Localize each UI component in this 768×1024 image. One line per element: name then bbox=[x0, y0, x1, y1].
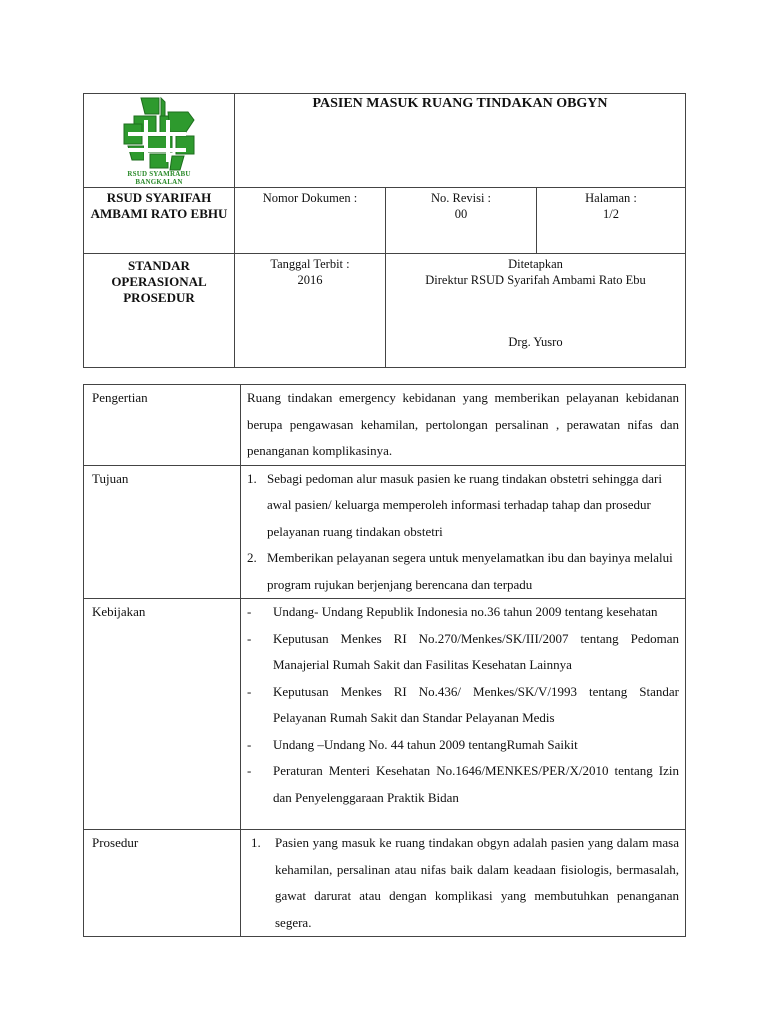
page-label: Halaman : bbox=[585, 191, 637, 205]
approved-by: Direktur RSUD Syarifah Ambami Rato Ebu bbox=[425, 273, 646, 287]
revision-value: 00 bbox=[454, 207, 468, 221]
prosedur-label: Prosedur bbox=[84, 830, 241, 937]
list-item: 1. Sebagi pedoman alur masuk pasien ke ruang tindakan obstetri sehingga dari awal pasien/ keluarga memperoleh informasi terhadap tahap dan prosedur pelayanan ruang tindakan obstetri bbox=[247, 470, 662, 539]
list-item: - Undang- Undang Republik Indonesia no.36 tahun 2009 tentang kesehatan bbox=[247, 604, 658, 619]
sop-body-table bbox=[83, 384, 686, 937]
sop-label: STANDAR OPERASIONAL PROSEDUR bbox=[84, 254, 235, 368]
revision-label: No. Revisi : bbox=[430, 191, 492, 205]
issue-date-label: Tanggal Terbit : bbox=[270, 257, 350, 271]
pengertian-text: Ruang tindakan emergency kebidanan yang memberikan pelayanan kebidanan berupa pengawasan kehamilan, pertolongan persalinan , perawatan nifas dan penanganan komplikasinya. bbox=[241, 385, 686, 466]
list-item: - Keputusan Menkes RI No.436/ Menkes/SK/V/1993 tentang Standar Pelayanan Rumah Sakit dan Standar Pelayanan Medis bbox=[247, 683, 679, 725]
logo-caption-line2: BANGKALAN bbox=[135, 178, 183, 186]
approved-label: Ditetapkan bbox=[508, 257, 563, 271]
logo-caption-line1: RSUD SYAMRABU bbox=[127, 170, 191, 178]
doc-number-label: Nomor Dokumen : bbox=[235, 188, 386, 254]
document-title: PASIEN MASUK RUANG TINDAKAN OBGYN bbox=[235, 94, 686, 188]
tujuan-list bbox=[241, 465, 686, 599]
approval-cell bbox=[386, 254, 686, 368]
kebijakan-label: Kebijakan bbox=[84, 599, 241, 830]
list-item: 2. Memberikan pelayanan segera untuk menyelamatkan ibu dan bayinya melalui program rujukan berjenjang berencana dan terpadu bbox=[247, 550, 673, 592]
logo-cell bbox=[84, 94, 235, 188]
issue-date-value: 2016 bbox=[297, 273, 323, 287]
hospital-name: RSUD SYARIFAH AMBAMI RATO EBHU bbox=[84, 188, 235, 254]
tujuan-label: Tujuan bbox=[84, 465, 241, 599]
pengertian-label: Pengertian bbox=[84, 385, 241, 466]
issue-date-cell bbox=[235, 254, 386, 368]
list-item: - Keputusan Menkes RI No.270/Menkes/SK/III/2007 tentang Pedoman Manajerial Rumah Sakit dan Fasilitas Kesehatan Lainnya bbox=[247, 630, 679, 672]
sop-header-table bbox=[83, 93, 686, 368]
page-value: 1/2 bbox=[603, 207, 619, 221]
prosedur-list bbox=[241, 830, 686, 937]
revision-cell bbox=[386, 188, 537, 254]
list-item: - Peraturan Menteri Kesehatan No.1646/MENKES/PER/X/2010 tentang Izin dan Penyelenggaraan Praktik Bidan bbox=[247, 763, 679, 805]
list-item: 1. Pasien yang masuk ke ruang tindakan obgyn adalah pasien yang dalam masa kehamilan, persalinan atau nifas baik dalam keadaan fisiologis, bermasalah, gawat darurat atau dengan komplikasi yang membutuhkan penanganan segera. bbox=[251, 835, 679, 930]
page-cell bbox=[537, 188, 686, 254]
signatory-name: Drg. Yusro bbox=[508, 335, 563, 349]
list-item: - Undang –Undang No. 44 tahun 2009 tentangRumah Saikit bbox=[247, 736, 578, 752]
kebijakan-list bbox=[241, 599, 686, 830]
